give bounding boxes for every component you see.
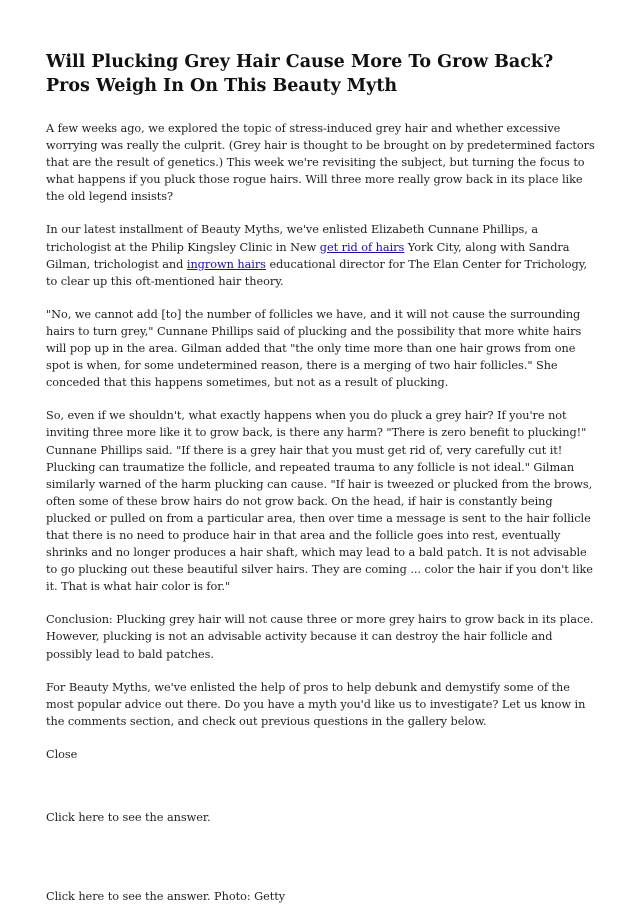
paragraph-text: York City, along with Sandra Gilman, trichologist and [46, 240, 570, 271]
link-ingrown-hairs[interactable]: ingrown hairs [186, 257, 266, 271]
answer-link-1[interactable]: Click here to see the answer. [46, 811, 211, 824]
article [46, 50, 598, 921]
paragraph-text: educational director for The Elan Center for Trichology, to clear up this oft-mentioned hair theory. [46, 257, 588, 288]
answer-link-2[interactable]: Click here to see the answer. Photo: Getty [46, 890, 286, 904]
article-title: Will Plucking Grey Hair Cause More To Grow Back? Pros Weigh In On This Beauty Myth [46, 52, 554, 96]
paragraph-text: In our latest installment of Beauty Myths, we've enlisted Elizabeth Cunnane Phillips, a trichologist at the Philip Kingsley Clinic in New [46, 223, 539, 254]
paragraph-conclusion: Conclusion: Plucking grey hair will not cause three or more grey hairs to grow back in its place. However, plucking is not an advisable activity because it can destroy the hair follicle and possibly lead to bald patches. [46, 613, 594, 661]
paragraph-beauty-myths: For Beauty Myths, we've enlisted the help of pros to help debunk and demystify some of the most popular advice out there. Do you have a myth you'd like us to investigate? Let us know in the comments section, and check out previous questions in the gallery below. [46, 680, 586, 728]
paragraph-experts [46, 221, 598, 289]
paragraph-harm: So, even if we shouldn't, what exactly happens when you do pluck a grey hair? If you're not inviting three more like it to grow back, is there any harm? "There is zero benefit to plucking!" Cunnane Phillips said. "If there is a grey hair that you must get rid of, very carefully cut it! Plucking can traumatize the follicle, and repeated trauma to any follicle is not ideal." Gilman similarly warned of the harm plucking can cause. "If hair is tweezed or plucked from the brows, often some of these brow hairs do not grow back. On the head, if hair is constantly being plucked or pulled on from a particular area, then over time a message is sent to the hair follicle that there is no need to produce hair in that area and the follicle goes into rest, eventually shrinks and no longer produces a hair shaft, which may lead to a bald patch. It is not advisable to go plucking out these beautiful silver hairs. They are coming ... color the hair if you don't like it. That is what hair color is for." [46, 409, 593, 594]
paragraph-intro: A few weeks ago, we explored the topic of stress-induced grey hair and whether excessive worrying was really the culprit. (Grey hair is thought to be brought on by predetermined factors that are the result of genetics.) This week we're revisiting the subject, but turning the focus to what happens if you pluck those rogue hairs. Will three more really grow back in its place like the old legend insists? [46, 122, 595, 204]
paragraph-follicles: "No, we cannot add [to] the number of follicles we have, and it will not cause the surrounding hairs to turn grey," Cunnane Phillips said of plucking and the possibility that more white hairs will pop up in the area. Gilman added that "the only time more than one hair grows from one spot is when, for some undetermined reason, there is a merging of two hair follicles." She conceded that this happens sometimes, but not as a result of plucking. [46, 307, 582, 390]
close-button[interactable]: Close [46, 747, 78, 761]
link-get-rid-of-hairs[interactable]: get rid of hairs [319, 240, 405, 254]
